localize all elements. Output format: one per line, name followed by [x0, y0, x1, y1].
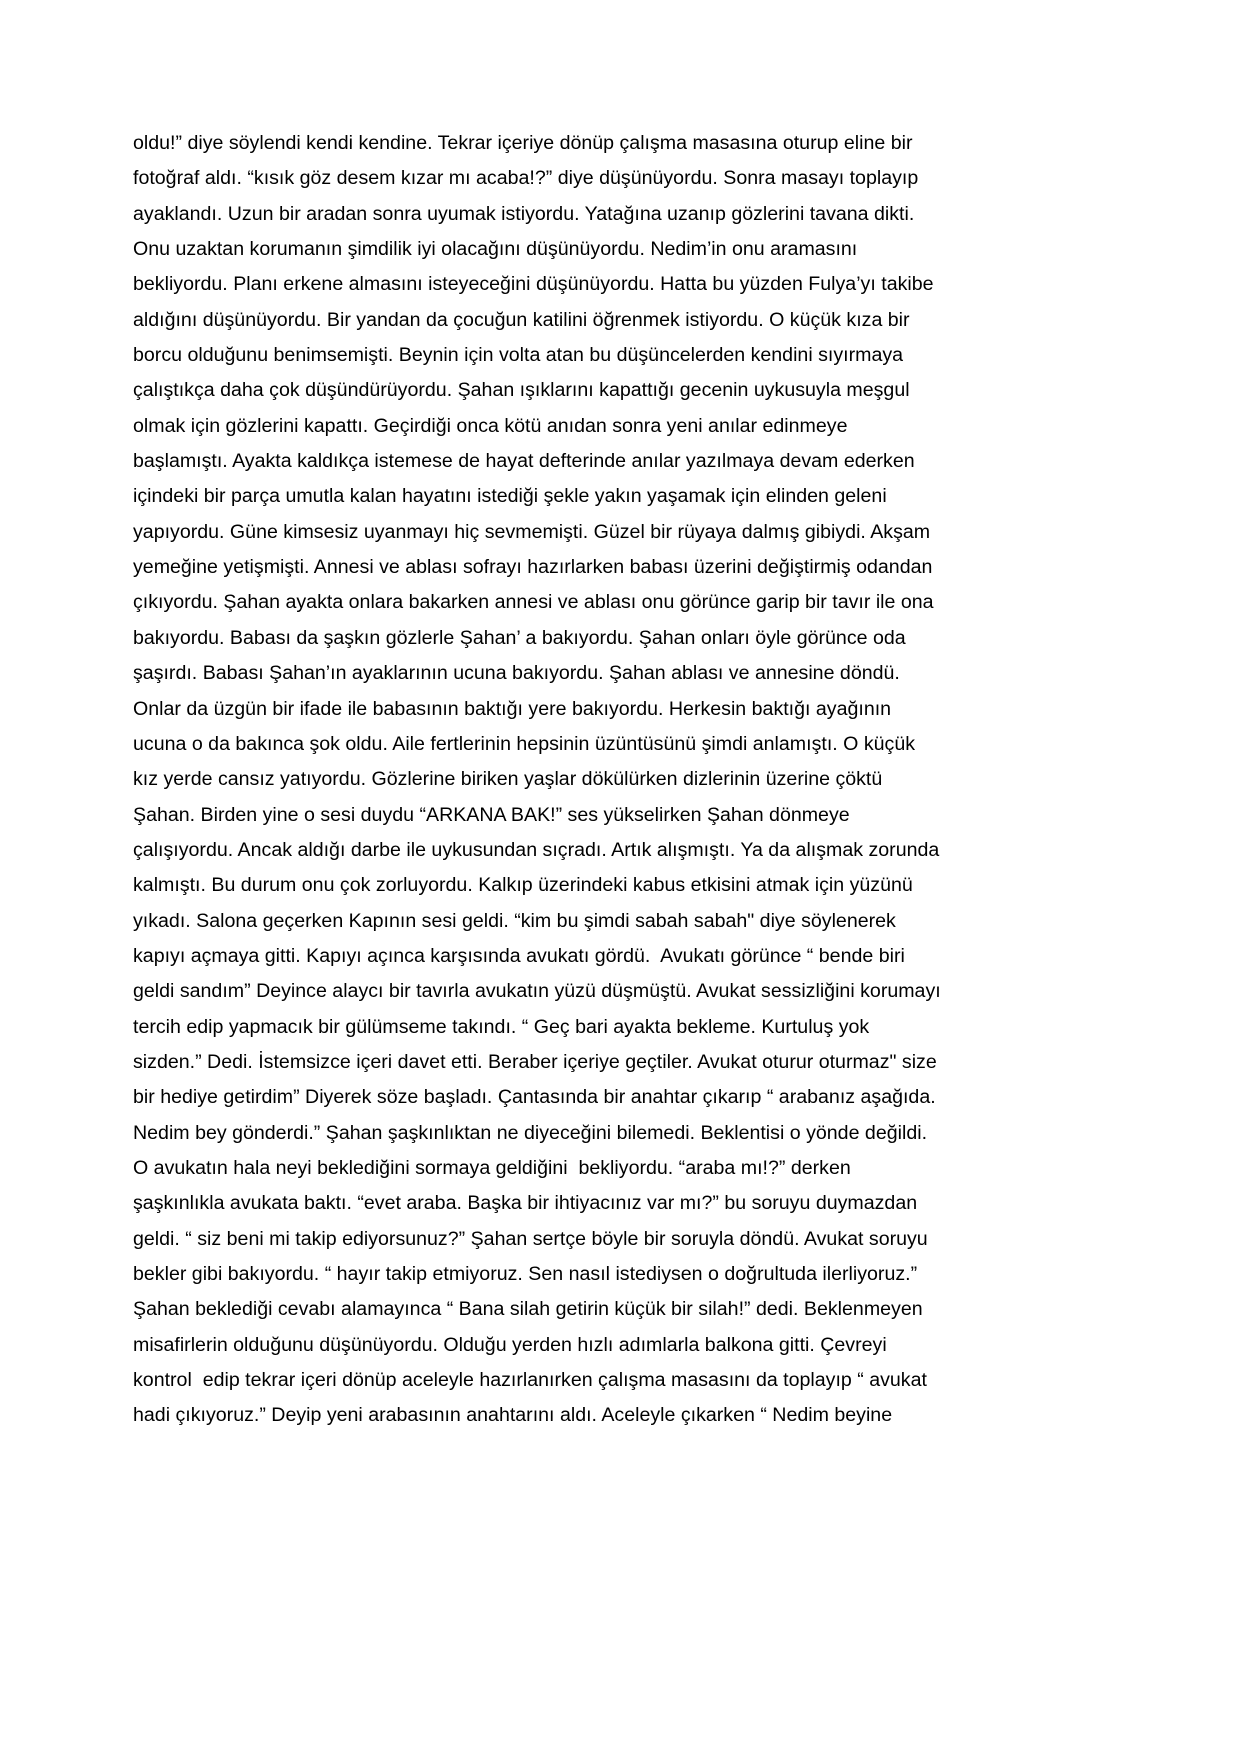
text-line: içindeki bir parça umutla kalan hayatını istediği şekle yakın yaşamak için elinden geleni — [133, 485, 887, 508]
text-line: kontrol edip tekrar içeri dönüp aceleyle hazırlanırken çalışma masasını da toplayıp “ avukat — [133, 1369, 927, 1392]
text-line: sizden.” Dedi. İstemsizce içeri davet etti. Beraber içeriye geçtiler. Avukat oturur oturmaz" size — [133, 1050, 937, 1073]
text-line: misafirlerin olduğunu düşünüyordu. Olduğu yerden hızlı adımlarla balkona gitti. Çevreyi — [133, 1333, 887, 1356]
text-line: kız yerde cansız yatıyordu. Gözlerine biriken yaşlar dökülürken dizlerinin üzerine çöktü — [133, 768, 883, 791]
body-text — [133, 128, 993, 1436]
text-line: ayaklandı. Uzun bir aradan sonra uyumak istiyordu. Yatağına uzanıp gözlerini tavana dikti. — [133, 202, 915, 225]
text-line: geldi sandım” Deyince alaycı bir tavırla avukatın yüzü düşmüştü. Avukat sessizliğini korumayı — [133, 980, 941, 1003]
text-line: Onu uzaktan korumanın şimdilik iyi olacağını düşünüyordu. Nedim’in onu aramasını — [133, 238, 858, 261]
text-line: kalmıştı. Bu durum onu çok zorluyordu. Kalkıp üzerindeki kabus etkisini atmak için yüzünü — [133, 874, 913, 897]
text-line: Şahan. Birden yine o sesi duydu “ARKANA BAK!” ses yükselirken Şahan dönmeye — [133, 803, 850, 826]
text-line: borcu olduğunu benimsemişti. Beynin için volta atan bu düşüncelerden kendini sıyırmaya — [133, 344, 904, 367]
text-line: bakıyordu. Babası da şaşkın gözlerle Şahan’ a bakıyordu. Şahan onları öyle görünce oda — [133, 626, 906, 649]
text-line: şaşırdı. Babası Şahan’ın ayaklarının ucuna bakıyordu. Şahan ablası ve annesine döndü. — [133, 662, 900, 685]
text-line: yıkadı. Salona geçerken Kapının sesi geldi. “kim bu şimdi sabah sabah" diye söylenerek — [133, 909, 896, 932]
text-line: Nedim bey gönderdi.” Şahan şaşkınlıktan ne diyeceğini bilemedi. Beklentisi o yönde değildi. — [133, 1121, 928, 1144]
text-line: çıkıyordu. Şahan ayakta onlara bakarken annesi ve ablası onu görünce garip bir tavır ile ona — [133, 591, 934, 614]
text-line: ucuna o da bakınca şok oldu. Aile fertlerinin hepsinin üzüntüsünü şimdi anlamıştı. O küçük — [133, 732, 916, 755]
text-line: kapıyı açmaya gitti. Kapıyı açınca karşısında avukatı gördü. Avukatı görünce “ bende biri — [133, 944, 905, 967]
text-line: tercih edip yapmacık bir gülümseme takındı. “ Geç bari ayakta bekleme. Kurtuluş yok — [133, 1015, 870, 1038]
text-line: Şahan beklediği cevabı alamayınca “ Bana silah getirin küçük bir silah!” dedi. Beklenmeyen — [133, 1298, 923, 1321]
text-line: şaşkınlıkla avukata baktı. “evet araba. Başka bir ihtiyacınız var mı?” bu soruyu duymazdan — [133, 1192, 918, 1215]
text-line: aldığını düşünüyordu. Bir yandan da çocuğun katilini öğrenmek istiyordu. O küçük kıza bir — [133, 308, 910, 331]
text-line: bir hediye getirdim” Diyerek söze başladı. Çantasında bir anahtar çıkarıp “ arabanız aşağıda. — [133, 1086, 936, 1109]
text-line: hadi çıkıyoruz.” Deyip yeni arabasının anahtarını aldı. Aceleyle çıkarken “ Nedim beyine — [133, 1404, 893, 1427]
text-line: O avukatın hala neyi beklediğini sormaya geldiğini bekliyordu. “araba mı!?” derken — [133, 1156, 851, 1179]
text-line: bekler gibi bakıyordu. “ hayır takip etmiyoruz. Sen nasıl istediysen o doğrultuda ilerliyoruz.” — [133, 1263, 918, 1285]
text-line: geldi. “ siz beni mi takip ediyorsunuz?” Şahan sertçe böyle bir soruyla döndü. Avukat soruyu — [133, 1227, 928, 1250]
text-line: yemeğine yetişmişti. Annesi ve ablası sofrayı hazırlarken babası üzerini değiştirmiş odandan — [133, 556, 933, 579]
text-line: fotoğraf aldı. “kısık göz desem kızar mı acaba!?” diye düşünüyordu. Sonra masayı toplayıp — [133, 167, 919, 190]
text-line: oldu!” diye söylendi kendi kendine. Tekrar içeriye dönüp çalışma masasına oturup eline bir — [133, 132, 913, 154]
text-line: Onlar da üzgün bir ifade ile babasının baktığı yere bakıyordu. Herkesin baktığı ayağının — [133, 697, 892, 720]
text-line: başlamıştı. Ayakta kaldıkça istemese de hayat defterinde anılar yazılmaya devam ederken — [133, 450, 915, 473]
text-line: çalışıyordu. Ancak aldığı darbe ile uykusundan sıçradı. Artık alışmıştı. Ya da alışmak zorunda — [133, 838, 940, 861]
text-line: yapıyordu. Güne kimsesiz uyanmayı hiç sevmemişti. Güzel bir rüyaya dalmış gibiydi. Akşam — [133, 520, 931, 543]
text-line: çalıştıkça daha çok düşündürüyordu. Şahan ışıklarını kapattığı gecenin uykusuyla meşgul — [133, 379, 910, 402]
text-line: bekliyordu. Planı erkene almasını isteyeceğini düşünüyordu. Hatta bu yüzden Fulya’yı takibe — [133, 273, 934, 296]
text-line: olmak için gözlerini kapattı. Geçirdiği onca kötü anıdan sonra yeni anılar edinmeye — [133, 414, 848, 437]
